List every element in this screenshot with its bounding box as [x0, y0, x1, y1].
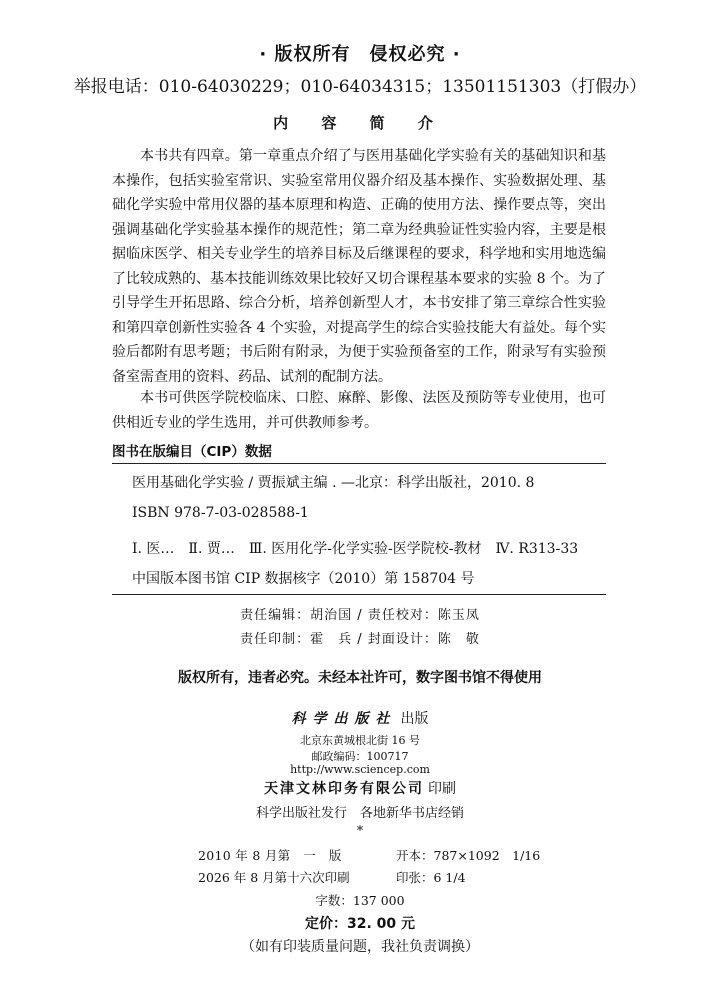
cip-title: 图书在版编目（CIP）数据 — [112, 444, 272, 460]
publisher-name: 科学出版社 — [291, 711, 397, 727]
separator-star: * — [356, 824, 364, 839]
intro-paragraph-1: 本书共有四章。第一章重点介绍了与医用基础化学实验有关的基础知识和基本操作，包括实验室常识、实验室常用仪器介绍及基本操作、实验数据处理、基础化学实验中常用仪器的基本原理和构造、正确的使用方法、操作要点等，突出强调基础化学实验基本操作的规范性；第二章为经典验证性实验内容，主要是根据临床医学、相关专业学生的培养目标及后继课程的要求，科学地和实用地选编了比较成熟的、基本技能训练效果比较好又切合课程基本要求的实验 8 个。为了引导学生开拓思路、综合分析，培养创新型人才，本书安排了第三章综合性实验和第四章创新性实验各 4 个实验，对提高学生的综合实验技能大有益处。每个实验后都附有思考题；书后附有附录，为便于实验预备室的工作，附录写有实验预备室需查用的资料、药品、试剂的配制方法。 — [112, 148, 606, 385]
cip-line-3: Ⅰ. 医… Ⅱ. 贾… Ⅲ. 医用化学-化学实验-医学院校-教材 Ⅳ. R313-33 — [132, 541, 579, 557]
usage-notice: 版权所有，违者必究。未经本社许可，数字图书馆不得使用 — [178, 670, 542, 686]
publisher-line — [0, 708, 720, 728]
intro-title: 内 容 简 介 — [273, 114, 447, 132]
report-phone-line: 举报电话：010-64030229；010-64034315；13501151303（打假办） — [73, 77, 647, 97]
publisher-postcode: 邮政编码：100717 — [311, 750, 409, 763]
editors-line-2: 责任印制：霍 兵 / 封面设计：陈 敬 — [240, 632, 480, 647]
cip-line-4: 中国版本图书馆 CIP 数据核字（2010）第 158704 号 — [132, 571, 475, 587]
publisher-url: http://www.sciencep.com — [290, 763, 430, 776]
printing-info: 2026 年 8 月第十六次印刷 — [198, 870, 350, 885]
copyright-heading: · 版权所有 侵权必究 · — [259, 44, 461, 65]
editors-line-1: 责任编辑：胡治国 / 责任校对：陈玉凤 — [240, 608, 480, 623]
printer-name: 天津文林印务有限公司 — [264, 781, 424, 797]
cip-bottom-rule — [112, 594, 606, 595]
cip-top-rule — [112, 463, 606, 464]
cip-line-2: ISBN 978-7-03-028588-1 — [132, 505, 309, 521]
cip-line-1: 医用基础化学实验 / 贾振斌主编 . —北京：科学出版社，2010. 8 — [132, 475, 535, 491]
printer-suffix: 印刷 — [428, 781, 456, 797]
publisher-suffix: 出版 — [400, 711, 429, 727]
first-edition: 2010 年 8 月第 一 版 — [198, 848, 342, 863]
price: 定价：32. 00 元 — [304, 916, 416, 932]
publisher-address: 北京东黄城根北街 16 号 — [300, 734, 420, 747]
book-format: 开本：787×1092 1/16 — [396, 848, 541, 863]
quality-guarantee: （如有印装质量问题，我社负责调换） — [241, 939, 479, 955]
printer-line — [0, 778, 720, 798]
intro-paragraph-2: 本书可供医学院校临床、口腔、麻醉、影像、法医及预防等专业使用，也可供相近专业的学生选用，并可供教师参考。 — [112, 390, 606, 431]
printed-sheets: 印张：6 1/4 — [396, 870, 466, 885]
distribution-line: 科学出版社发行 各地新华书店经销 — [255, 806, 464, 821]
word-count: 字数：137 000 — [315, 893, 405, 908]
